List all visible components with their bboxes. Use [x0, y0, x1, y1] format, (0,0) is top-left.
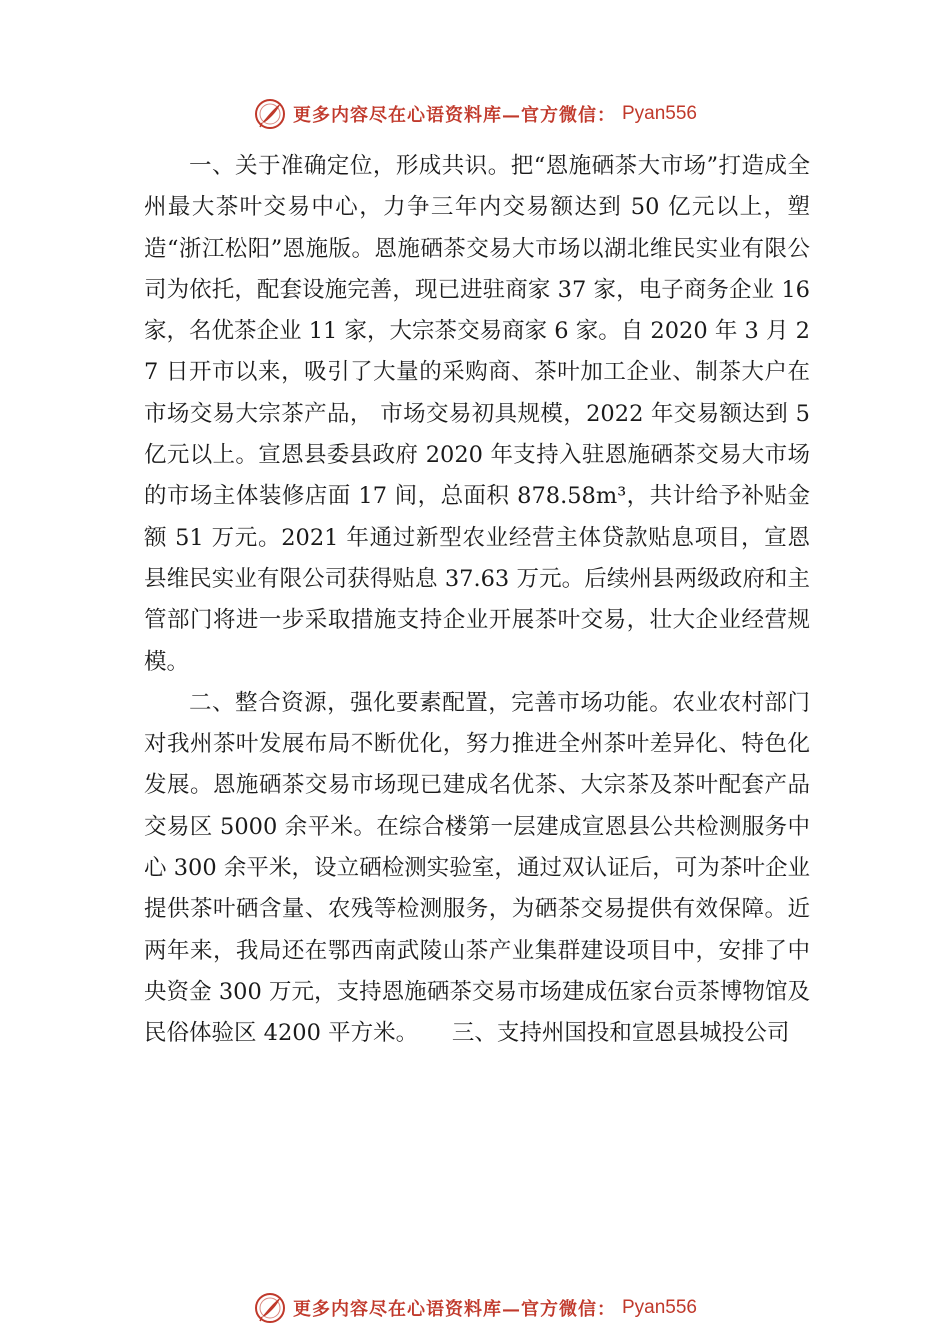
footer-wechat-id: Pyan556 — [621, 1297, 697, 1318]
document-body — [144, 146, 810, 1055]
header-banner — [0, 94, 950, 134]
header-wechat-id: Pyan556 — [621, 103, 697, 124]
quill-seal-logo-icon — [253, 97, 287, 131]
header-banner-text: 更多内容尽在心语资料库—官方微信： — [292, 105, 616, 126]
paragraph-2: 二、整合资源，强化要素配置，完善市场功能。农业农村部门对我州茶叶发展布局不断优化，努力推进全州茶叶差异化、特色化发展。恩施硒茶交易市场现已建成名优茶、大宗茶及茶叶配套产品交易区 5000 余平米。在综合楼第一层建成宣恩县公共检测服务中心 300 余平米，设立硒检测实验室，通过双认证后，可为茶叶企业提供茶叶硒含量、农残等检测服务，为硒茶交易提供有效保障。近两年来，我局还在鄂西南武陵山茶产业集群建设项目中，安排了中央资金 300 万元，支持恩施硒茶交易市场建成伍家台贡茶博物馆及民俗体验区 4200 平方米。 三、支持州国投和宣恩县城投公司 — [144, 689, 810, 1047]
footer-banner-text: 更多内容尽在心语资料库—官方微信： — [292, 1299, 616, 1320]
paragraph-1: 一、关于准确定位，形成共识。把“恩施硒茶大市场”打造成全州最大茶叶交易中心，力争三年内交易额达到 50 亿元以上，塑造“浙江松阳”恩施版。恩施硒茶交易大市场以湖北维民实业有限公司为依托，配套设施完善，现已进驻商家 37 家，电子商务企业 16 家，名优茶企业 11 家，大宗茶交易商家 6 家。自 2020 年 3 月 27 日开市以来，吸引了大量的采购商、茶叶加工企业、制茶大户在市场交易大宗茶产品， 市场交易初具规模，2022 年交易额达到 5 亿元以上。宣恩县委县政府 2020 年支持入驻恩施硒茶交易大市场的市场主体装修店面 17 间，总面积 878.58m³，共计给予补贴金额 51 万元。2021 年通过新型农业经营主体贷款贴息项目，宣恩县维民实业有限公司获得贴息 37.63 万元。后续州县两级政府和主管部门将进一步采取措施支持企业开展茶叶交易，壮大企业经营规模。 — [144, 153, 810, 675]
quill-seal-logo-icon — [253, 1291, 287, 1325]
footer-banner — [0, 1288, 950, 1328]
